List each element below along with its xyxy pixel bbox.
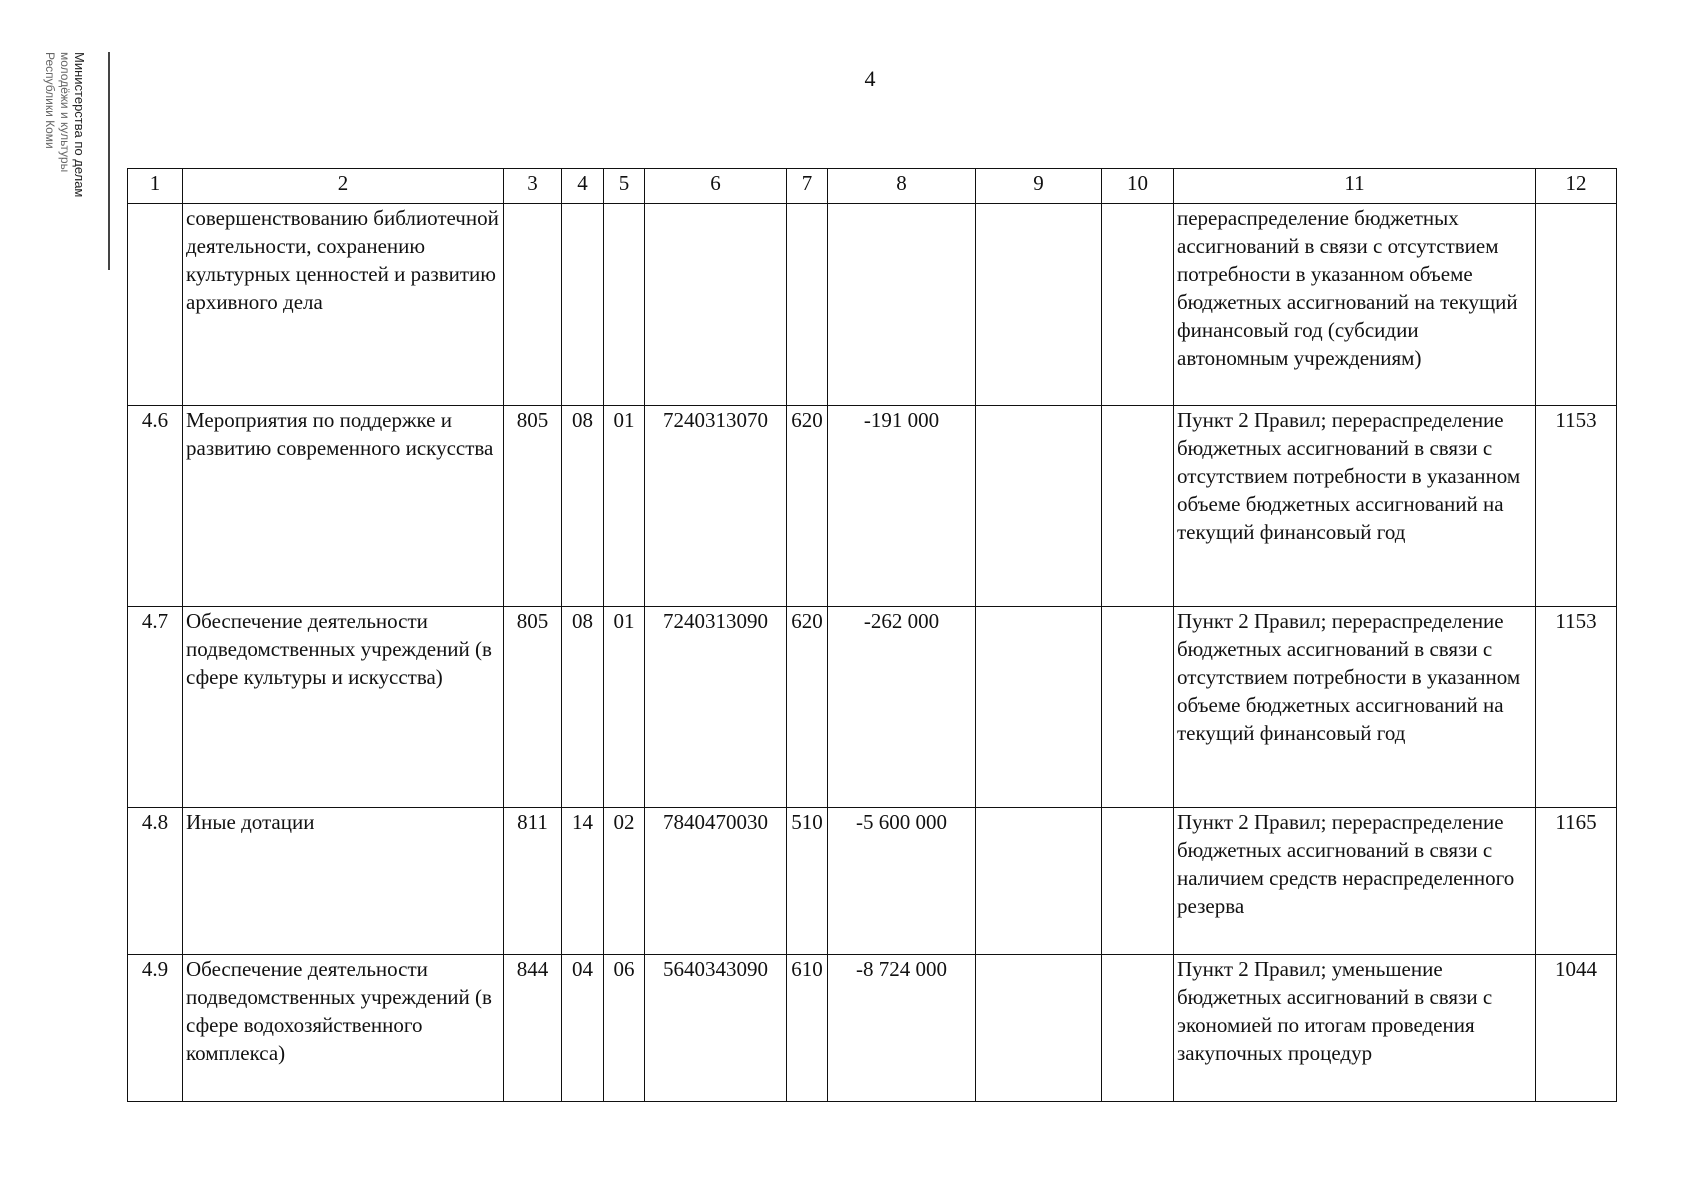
ministry-code: 805 (504, 607, 562, 808)
expense-type-code: 610 (787, 955, 828, 1102)
ministry-code (504, 204, 562, 406)
reason-text: Пункт 2 Правил; перераспределение бюджетных ассигнований в связи с наличием средств нераспределенного резерва (1174, 808, 1536, 955)
subsection-code: 01 (604, 607, 645, 808)
column-10-value (1102, 204, 1174, 406)
amount: -8 724 000 (828, 955, 976, 1102)
subsection-code (604, 204, 645, 406)
column-9-value (976, 406, 1102, 607)
target-article-code (645, 204, 787, 406)
column-header: 7 (787, 169, 828, 204)
amount: -262 000 (828, 607, 976, 808)
stamp-border (108, 52, 110, 270)
amount: -5 600 000 (828, 808, 976, 955)
target-article-code: 7840470030 (645, 808, 787, 955)
ministry-code: 844 (504, 955, 562, 1102)
subsection-code: 02 (604, 808, 645, 955)
column-header: 2 (183, 169, 504, 204)
expense-name: совершенствованию библиотечной деятельности, сохранению культурных ценностей и развитию архивного дела (183, 204, 504, 406)
table-row (128, 607, 1617, 808)
table-row (128, 955, 1617, 1102)
budget-changes-table (127, 168, 1617, 1102)
column-header: 3 (504, 169, 562, 204)
column-header: 5 (604, 169, 645, 204)
expense-name: Иные дотации (183, 808, 504, 955)
row-number: 4.6 (128, 406, 183, 607)
section-code: 08 (562, 607, 604, 808)
expense-type-code: 620 (787, 607, 828, 808)
subsection-code: 06 (604, 955, 645, 1102)
section-code: 04 (562, 955, 604, 1102)
target-article-code: 5640343090 (645, 955, 787, 1102)
row-number: 4.9 (128, 955, 183, 1102)
column-header: 11 (1174, 169, 1536, 204)
amount: -191 000 (828, 406, 976, 607)
column-10-value (1102, 607, 1174, 808)
expense-type-code: 620 (787, 406, 828, 607)
column-9-value (976, 808, 1102, 955)
column-header: 6 (645, 169, 787, 204)
stamp-line: молодёжи и культуры (58, 52, 72, 173)
section-code (562, 204, 604, 406)
stamp-text (42, 52, 87, 197)
reason-text: перераспределение бюджетных ассигнований в связи с отсутствием потребности в указанном объеме бюджетных ассигнований на текущий финансовый год (субсидии автономным учреждениям) (1174, 204, 1536, 406)
column-header: 4 (562, 169, 604, 204)
reason-text: Пункт 2 Правил; перераспределение бюджетных ассигнований в связи с отсутствием потребности в указанном объеме бюджетных ассигнований на текущий финансовый год (1174, 607, 1536, 808)
column-header: 10 (1102, 169, 1174, 204)
expense-type-code (787, 204, 828, 406)
amount (828, 204, 976, 406)
reason-text: Пункт 2 Правил; уменьшение бюджетных ассигнований в связи с экономией по итогам проведения закупочных процедур (1174, 955, 1536, 1102)
target-article-code: 7240313090 (645, 607, 787, 808)
target-article-code: 7240313070 (645, 406, 787, 607)
section-code: 14 (562, 808, 604, 955)
row-number: 4.7 (128, 607, 183, 808)
expense-type-code: 510 (787, 808, 828, 955)
registration-stamp (22, 52, 112, 282)
stamp-line: Министерства по делам (72, 52, 87, 198)
subsection-code: 01 (604, 406, 645, 607)
reason-text: Пункт 2 Правил; перераспределение бюджетных ассигнований в связи с отсутствием потребности в указанном объеме бюджетных ассигнований на текущий финансовый год (1174, 406, 1536, 607)
page-number: 4 (864, 66, 876, 91)
reference-code: 1153 (1536, 406, 1617, 607)
row-number: 4.8 (128, 808, 183, 955)
ministry-code: 811 (504, 808, 562, 955)
expense-name: Обеспечение деятельности подведомственных учреждений (в сфере культуры и искусства) (183, 607, 504, 808)
column-header: 9 (976, 169, 1102, 204)
section-code: 08 (562, 406, 604, 607)
reference-code (1536, 204, 1617, 406)
column-9-value (976, 204, 1102, 406)
column-9-value (976, 955, 1102, 1102)
reference-code: 1165 (1536, 808, 1617, 955)
column-10-value (1102, 955, 1174, 1102)
column-header: 1 (128, 169, 183, 204)
expense-name: Обеспечение деятельности подведомственных учреждений (в сфере водохозяйственного комплекса) (183, 955, 504, 1102)
reference-code: 1153 (1536, 607, 1617, 808)
table-row (128, 406, 1617, 607)
reference-code: 1044 (1536, 955, 1617, 1102)
ministry-code: 805 (504, 406, 562, 607)
row-number (128, 204, 183, 406)
expense-name: Мероприятия по поддержке и развитию современного искусства (183, 406, 504, 607)
table-row (128, 808, 1617, 955)
column-header: 8 (828, 169, 976, 204)
table-row (128, 204, 1617, 406)
column-9-value (976, 607, 1102, 808)
column-10-value (1102, 406, 1174, 607)
header-row (128, 169, 1617, 204)
column-header: 12 (1536, 169, 1617, 204)
column-10-value (1102, 808, 1174, 955)
stamp-line: Республики Коми (43, 52, 57, 149)
